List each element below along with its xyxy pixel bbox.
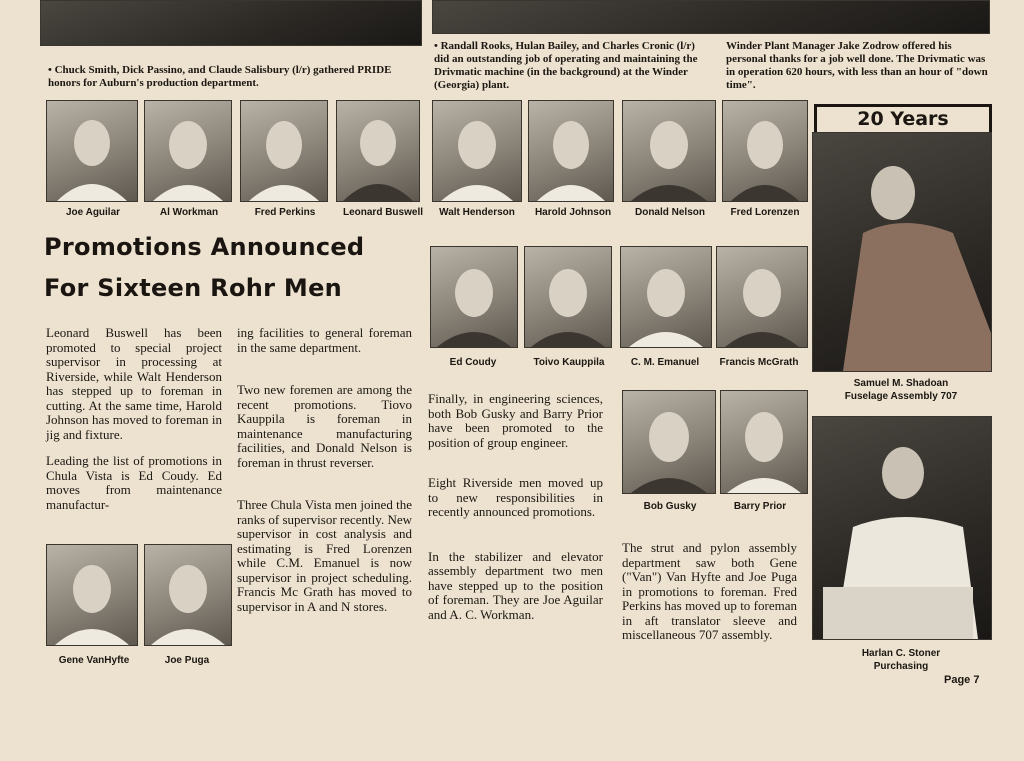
article-column-4 (622, 541, 797, 655)
name-ed-coudy: Ed Coudy (449, 357, 497, 368)
photo-winder-plant (432, 0, 990, 34)
portrait-gene-vanhyfte (46, 544, 138, 646)
stoner-name: Harlan C. Stoner (861, 648, 941, 659)
caption-winder-manager: Winder Plant Manager Jake Zodrow offered his personal thanks for a job well done. The Drivmatic was in operation 620 hours, with less than an hour of "down time". (726, 40, 988, 91)
col2-paragraph-1: ing facilities to general foreman in the same department. (237, 325, 412, 355)
article-column-2 (237, 326, 412, 626)
portrait-al-workman (144, 100, 232, 202)
photo-auburn-production (40, 0, 422, 46)
name-joe-aguilar: Joe Aguilar (65, 207, 121, 218)
name-barry-prior: Barry Prior (733, 501, 787, 512)
col3-paragraph-3: In the stabilizer and elevator assembly department two men have stepped up to the position of foreman. They are Joe Aguilar and A. C. Workman. (428, 548, 603, 622)
col3-paragraph-1: Finally, in engineering sciences, both Bob Gusky and Barry Prior have been promoted to the position of group engineer. (428, 391, 603, 450)
shadoan-name: Samuel M. Shadoan (853, 378, 949, 389)
portrait-harold-johnson (528, 100, 614, 202)
name-gene-vanhyfte: Gene VanHyfte (58, 655, 130, 666)
portrait-fred-lorenzen (722, 100, 808, 202)
name-fred-lorenzen: Fred Lorenzen (730, 207, 800, 218)
col4-paragraph-1: The strut and pylon assembly department saw both Gene ("Van") Van Hyfte and Joe Puga in promotions to foreman. Fred Perkins has moved up to foreman in aft translator sleeve and miscellaneous 707 assembly. (622, 540, 797, 642)
portrait-joe-puga (144, 544, 232, 646)
col2-paragraph-2: Two new foremen are among the recent promotions. Tiovo Kauppila is foreman in maintenance manufacturing facilities, and Donald Nelson is foreman in thrust reverser. (237, 382, 412, 470)
headline-line-1: Promotions Announced (44, 233, 365, 261)
portrait-fred-perkins (240, 100, 328, 202)
name-c-m-emanuel: C. M. Emanuel (630, 357, 700, 368)
photo-harlan-stoner (812, 416, 992, 640)
portrait-ed-coudy (430, 246, 518, 348)
name-toivo-kauppila: Toivo Kauppila (533, 357, 605, 368)
portrait-bob-gusky (622, 390, 716, 494)
portrait-donald-nelson (622, 100, 716, 202)
headline-line-2: For Sixteen Rohr Men (44, 274, 343, 302)
page-number: Page 7 (944, 674, 980, 686)
name-fred-perkins: Fred Perkins (254, 207, 316, 218)
name-bob-gusky: Bob Gusky (643, 501, 697, 512)
article-column-3 (428, 392, 603, 634)
col1-paragraph-1: Leonard Buswell has been promoted to special project supervisor in processing at Riverside, while Walt Henderson has stepped up to foreman in cutting. At the same time, Harold Johnson has moved to foreman in jig and fixture. (46, 325, 222, 442)
portrait-barry-prior (720, 390, 808, 494)
article-column-1 (46, 326, 222, 524)
name-donald-nelson: Donald Nelson (634, 207, 705, 218)
col1-paragraph-2: Leading the list of promotions in Chula Vista is Ed Coudy. Ed moves from maintenance manufactur- (46, 453, 222, 512)
name-joe-puga: Joe Puga (164, 655, 210, 666)
portrait-c-m-emanuel (620, 246, 712, 348)
portrait-francis-mcgrath (716, 246, 808, 348)
name-al-workman: Al Workman (159, 207, 219, 218)
name-walt-henderson: Walt Henderson (439, 207, 515, 218)
portrait-leonard-buswell (336, 100, 420, 202)
stoner-role: Purchasing (873, 661, 929, 672)
portrait-joe-aguilar (46, 100, 138, 202)
caption-auburn: • Chuck Smith, Dick Passino, and Claude Salisbury (l/r) gathered PRIDE honors for Auburn's production department. (48, 64, 392, 89)
portrait-walt-henderson (432, 100, 522, 202)
shadoan-role: Fuselage Assembly 707 (844, 391, 958, 402)
portrait-toivo-kauppila (524, 246, 612, 348)
photo-samuel-shadoan (812, 132, 992, 372)
caption-winder-crew: • Randall Rooks, Hulan Bailey, and Charles Cronic (l/r) did an outstanding job of operating and maintaining the Drivmatic machine (in the background) at the Winder (Georgia) plant. (434, 40, 698, 91)
name-leonard-buswell: Leonard Buswell (342, 207, 423, 218)
col2-paragraph-3: Three Chula Vista men joined the ranks of supervisor recently. New supervisor in cost analysis and estimating is Fred Lorenzen while C.M. Emanuel is now supervisor in project scheduling. Francis Mc Grath has moved to supervisor in A and N stores. (237, 497, 412, 614)
twenty-years-label: 20 Years (814, 104, 992, 133)
col3-paragraph-2: Eight Riverside men moved up to new responsibilities in recently announced promotions. (428, 475, 603, 519)
name-harold-johnson: Harold Johnson (534, 207, 612, 218)
name-francis-mcgrath: Francis McGrath (719, 357, 799, 368)
